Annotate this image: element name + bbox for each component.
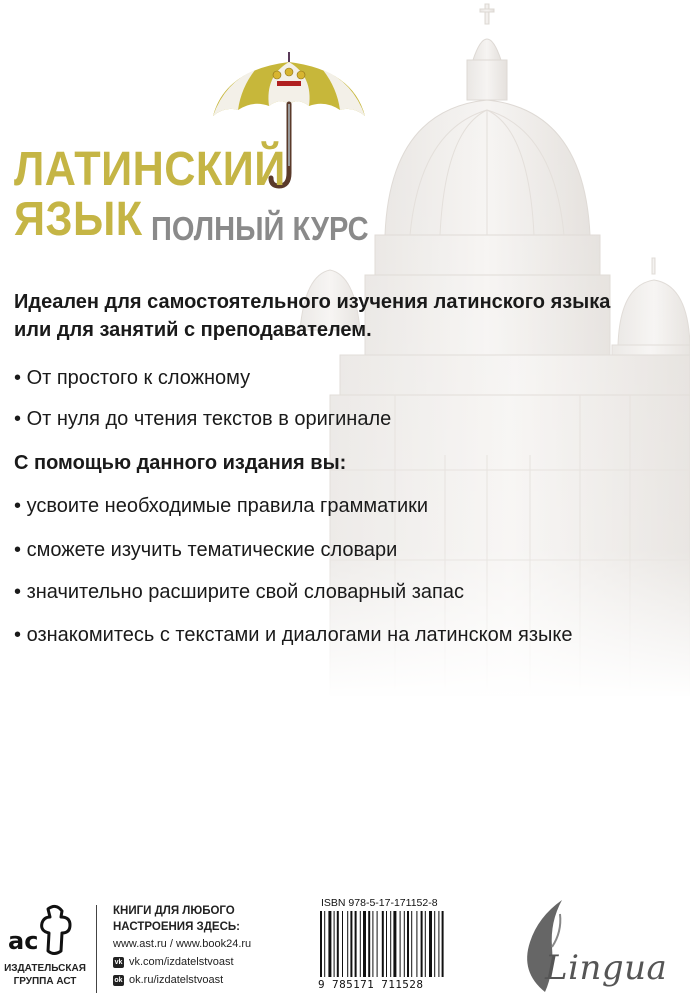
feature-item: • От нуля до чтения текстов в оригинале bbox=[14, 407, 391, 432]
lingua-imprint: Lingua bbox=[545, 948, 668, 988]
svg-text:ac: ac bbox=[8, 927, 39, 955]
barcode-icon bbox=[318, 911, 466, 977]
feature-item: • От простого к сложному bbox=[14, 366, 250, 391]
intro-line-2: или для занятий с преподавателем. bbox=[14, 319, 372, 341]
publisher-caption: ИЗДАТЕЛЬСКАЯ ГРУППА АСТ bbox=[4, 963, 86, 987]
books-heading: КНИГИ ДЛЯ ЛЮБОГО НАСТРОЕНИЯ ЗДЕСЬ: bbox=[113, 905, 240, 933]
benefit-item: • ознакомитесь с текстами и диалогами на латинском языке bbox=[14, 623, 572, 648]
benefit-item: • усвоите необходимые правила грамматики bbox=[14, 494, 428, 519]
title-line-2: ЯЗЫК bbox=[14, 193, 143, 246]
benefits-heading: С помощью данного издания вы: bbox=[14, 452, 347, 474]
barcode-block bbox=[318, 897, 468, 997]
title-line-1: ЛАТИНСКИЙ bbox=[14, 143, 286, 196]
subtitle: ПОЛНЫЙ КУРС bbox=[151, 210, 369, 247]
barcode-number: 9 785171 711528 bbox=[318, 978, 424, 991]
footer-divider bbox=[96, 905, 97, 993]
ast-logo-icon bbox=[6, 903, 76, 958]
website-links[interactable]: www.ast.ru / www.book24.ru bbox=[113, 938, 252, 950]
ok-link[interactable] bbox=[113, 974, 223, 986]
ok-link-text: ok.ru/izdatelstvoast bbox=[129, 974, 224, 986]
intro-line-1: Идеален для самостоятельного изучения латинского языка bbox=[14, 291, 611, 313]
vk-link-text: vk.com/izdatelstvoast bbox=[129, 956, 234, 968]
vk-icon: vk bbox=[114, 958, 123, 966]
vk-link[interactable] bbox=[113, 956, 234, 968]
isbn: ISBN 978-5-17-171152-8 bbox=[321, 897, 438, 909]
ok-icon: ok bbox=[114, 976, 123, 984]
benefit-item: • значительно расширите свой словарный запас bbox=[14, 580, 464, 605]
benefit-item: • сможете изучить тематические словари bbox=[14, 538, 397, 563]
